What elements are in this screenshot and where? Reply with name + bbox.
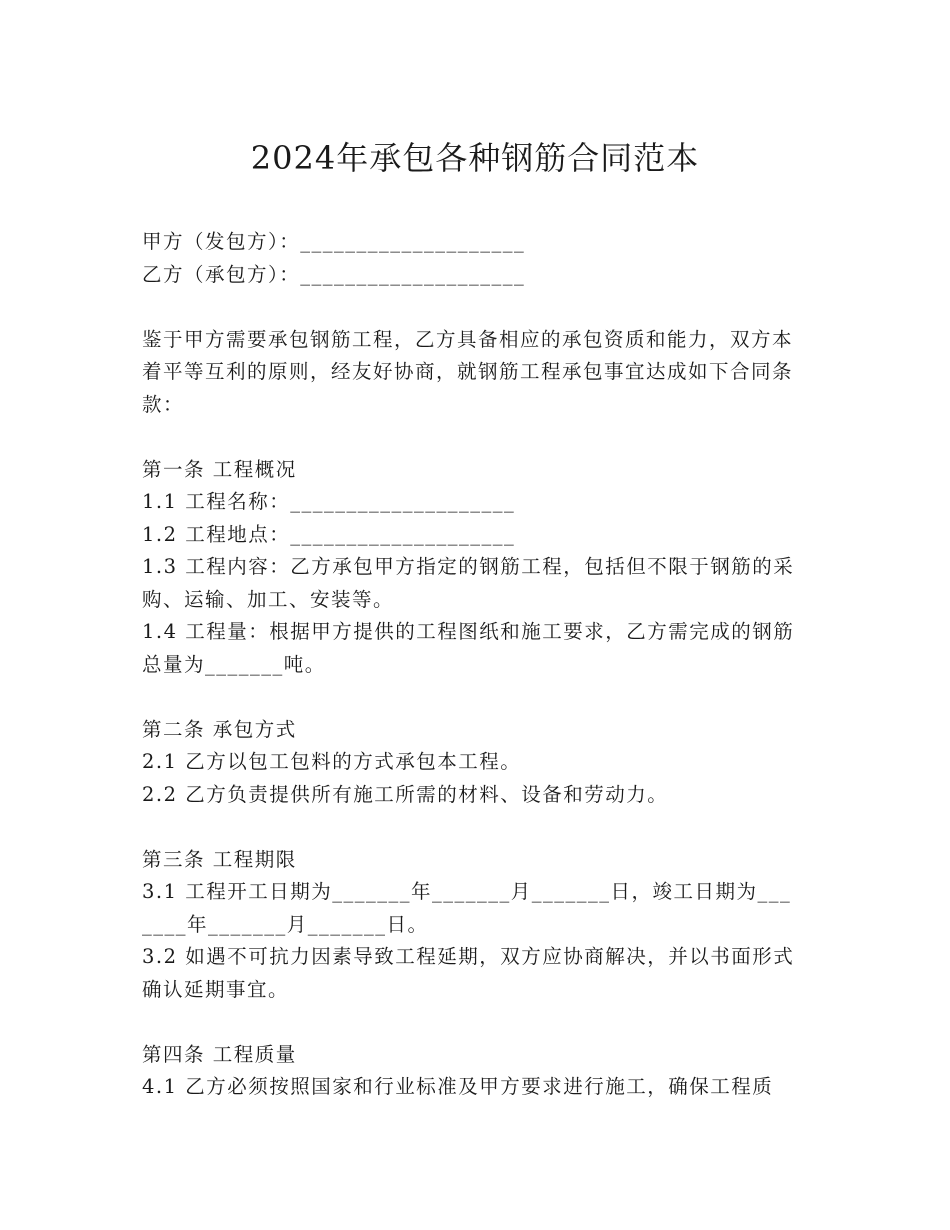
party-a-line: 甲方（发包方）：____________________ xyxy=(142,230,526,253)
clause-1-2: 1.2 工程地点：____________________ xyxy=(142,522,516,546)
clause-2-2: 2.2 乙方负责提供所有施工所需的材料、设备和劳动力。 xyxy=(142,782,669,806)
clause-1-1: 1.1 工程名称：____________________ xyxy=(142,490,516,513)
clause-1-3: 1.3 工程内容：乙方承包甲方指定的钢筋工程，包括但不限于钢筋的采购、运输、加工、安装等。 xyxy=(142,555,795,611)
party-b-line: 乙方（承包方）：____________________ xyxy=(142,262,526,286)
clause-2-1: 2.1 乙方以包工包料的方式承包本工程。 xyxy=(142,750,522,773)
document-title: 2024年承包各种钢筋合同范本 xyxy=(250,139,700,177)
paragraph-gap xyxy=(142,681,802,714)
paragraph-gap xyxy=(142,421,802,454)
paragraph-gap xyxy=(142,1006,802,1039)
clause-1-4: 1.4 工程量：根据甲方提供的工程图纸和施工要求，乙方需完成的钢筋总量为_______吨。 xyxy=(142,620,795,676)
article-1-heading: 第一条 工程概况 xyxy=(142,457,297,481)
intro-paragraph: 鉴于甲方需要承包钢筋工程，乙方具备相应的承包资质和能力，双方本着平等互利的原则，经友好协商，就钢筋工程承包事宜达成如下合同条款： xyxy=(142,327,794,416)
article-2-heading: 第二条 承包方式 xyxy=(142,717,297,741)
clause-3-1: 3.1 工程开工日期为_______年_______月_______日，竣工日期为_______年_______月_______日。 xyxy=(142,880,792,936)
article-4-heading: 第四条 工程质量 xyxy=(142,1042,297,1066)
document-body xyxy=(142,226,802,1104)
clause-4-1: 4.1 乙方必须按照国家和行业标准及甲方要求进行施工，确保工程质 xyxy=(142,1075,774,1098)
paragraph-gap xyxy=(142,811,802,844)
clause-3-2: 3.2 如遇不可抗力因素导致工程延期，双方应协商解决，并以书面形式确认延期事宜。 xyxy=(142,945,795,1001)
paragraph-gap xyxy=(142,291,802,324)
article-3-heading: 第三条 工程期限 xyxy=(142,847,297,871)
